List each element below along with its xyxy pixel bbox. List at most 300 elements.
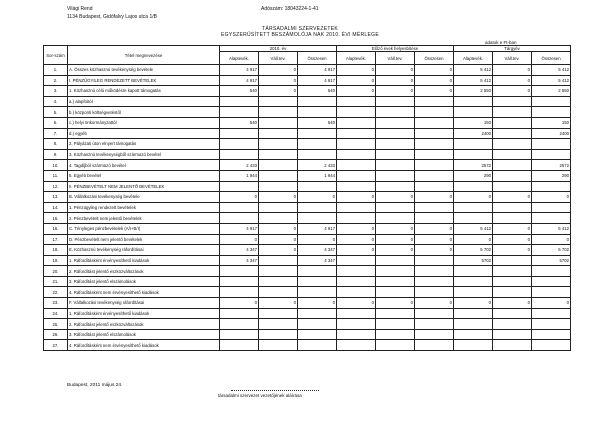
value-cell [493,202,532,213]
value-cell [415,128,454,139]
value-cell [376,96,415,107]
row-number: 16. [44,223,68,234]
value-cell [259,276,298,287]
value-cell [337,255,376,266]
value-cell [454,266,493,277]
value-cell: 0 [298,192,337,203]
value-cell: 2 433 [298,160,337,171]
value-cell [532,149,571,160]
value-cell [220,329,259,340]
table-row [44,181,571,192]
value-cell: 0 [493,223,532,234]
row-label: F. Vállalkozási tevékenység ráfordításai [68,298,220,309]
value-cell [220,128,259,139]
value-cell: 0 [298,234,337,245]
value-cell [220,319,259,330]
value-cell [454,213,493,224]
row-number: 19. [44,255,68,266]
value-cell [259,319,298,330]
value-cell: 4 347 [298,255,337,266]
value-cell: 5702 [454,255,493,266]
value-cell [298,96,337,107]
value-cell [259,202,298,213]
unit-label: adatok e Ft-ban [485,40,517,45]
row-number: 13. [44,192,68,203]
subheader-vall: Váll.tev. [493,52,532,65]
value-cell: 0 [376,65,415,76]
table-row [44,298,571,309]
row-label: 1. Közhasznú célú működésre kapott támogatás [68,86,220,97]
row-label: 1. Ráfordításként érvényesíthető kiadások [68,255,220,266]
value-cell [454,340,493,351]
value-cell: 0 [259,245,298,256]
value-cell: 2 550 [454,86,493,97]
value-cell: 0 [337,192,376,203]
value-cell: 0 [415,298,454,309]
value-cell [259,149,298,160]
value-cell [376,266,415,277]
table-row [44,139,571,150]
value-cell: 5 412 [532,65,571,76]
value-cell [337,160,376,171]
value-cell [259,170,298,181]
value-cell: 2572 [454,160,493,171]
value-cell: 4 917 [298,223,337,234]
row-number: 3. [44,86,68,97]
value-cell [415,308,454,319]
value-cell [259,107,298,118]
row-number: 7. [44,128,68,139]
value-cell [337,149,376,160]
organization-name: Világi Rend [67,6,93,12]
value-cell [298,319,337,330]
value-cell: 5 702 [454,245,493,256]
value-cell [298,266,337,277]
row-number: 21. [44,276,68,287]
value-cell: 4 917 [298,75,337,86]
value-cell: 0 [493,234,532,245]
value-cell [454,107,493,118]
value-cell: 4 917 [220,223,259,234]
value-cell: 0 [532,192,571,203]
value-cell [493,255,532,266]
row-label: 4. Ráfordításként nem érvényesíthető kiadások [68,340,220,351]
value-cell [532,319,571,330]
value-cell [376,107,415,118]
value-cell: 0 [415,86,454,97]
row-number: 14. [44,202,68,213]
value-cell [259,287,298,298]
header-group-subject-year: Tárgyév [454,46,571,52]
value-cell [337,287,376,298]
value-cell: 0 [376,192,415,203]
table-row [44,128,571,139]
value-cell [454,96,493,107]
value-cell [454,276,493,287]
value-cell [259,160,298,171]
table-row [44,75,571,86]
value-cell [259,96,298,107]
table-row [44,223,571,234]
value-cell: 290 [454,170,493,181]
row-label: I. PÉNZÜGYILEG RENDEZETT BEVÉTELEK [68,75,220,86]
value-cell [493,107,532,118]
table-row [44,192,571,203]
value-cell [532,308,571,319]
value-cell [493,149,532,160]
value-cell [415,202,454,213]
value-cell: 0 [220,234,259,245]
value-cell [415,266,454,277]
value-cell: 5 412 [532,75,571,86]
value-cell [454,149,493,160]
table-row [44,276,571,287]
value-cell [532,266,571,277]
row-label: A. Összes közhasznú tevékenység bevétele [68,65,220,76]
table-row [44,340,571,351]
value-cell [415,117,454,128]
value-cell [220,107,259,118]
row-label: 3. Ráfordítást jelentő elszámolások [68,329,220,340]
row-number: 25. [44,319,68,330]
value-cell [259,340,298,351]
value-cell: 4 917 [298,65,337,76]
value-cell: 0 [259,234,298,245]
value-cell: 1 944 [298,170,337,181]
subheader-vall: Váll.tev. [259,52,298,65]
value-cell: 0 [376,245,415,256]
row-label: 1. Pénzügyileg rendezett bevételek [68,202,220,213]
value-cell [298,202,337,213]
value-cell [298,149,337,160]
header-name: Tétel megnevezése [68,46,220,65]
value-cell: 5702 [532,255,571,266]
value-cell [298,276,337,287]
row-label: 5. Egyéb bevétel [68,170,220,181]
value-cell [298,329,337,340]
value-cell [493,128,532,139]
value-cell: 0 [376,234,415,245]
table-row [44,234,571,245]
subheader-ossz: Összesen [415,52,454,65]
value-cell [376,160,415,171]
row-number: 20. [44,266,68,277]
value-cell: 4 347 [298,245,337,256]
value-cell [376,340,415,351]
value-cell: 0 [259,75,298,86]
header-group-current: 2010. év [220,46,337,52]
value-cell: 2 550 [532,86,571,97]
value-cell [259,266,298,277]
table-row [44,255,571,266]
value-cell: 0 [493,86,532,97]
value-cell [259,329,298,340]
value-cell: 0 [220,298,259,309]
row-number: 10. [44,160,68,171]
value-cell: 2400 [454,128,493,139]
value-cell: 0 [454,234,493,245]
signature-date: Budapest, 2011 május 24. [67,383,123,388]
subheader-ossz: Összesen [298,52,337,65]
value-cell [298,340,337,351]
value-cell: 0 [376,86,415,97]
table-row [44,96,571,107]
value-cell [259,213,298,224]
value-cell [493,287,532,298]
value-cell [298,181,337,192]
value-cell [376,170,415,181]
value-cell: 0 [493,65,532,76]
value-cell [493,329,532,340]
value-cell: 0 [415,65,454,76]
value-cell [493,170,532,181]
value-cell: 0 [298,298,337,309]
value-cell [259,117,298,128]
row-number: 11. [44,170,68,181]
value-cell [376,287,415,298]
value-cell: 150 [454,117,493,128]
table-row [44,107,571,118]
row-number: 2. [44,75,68,86]
value-cell [532,340,571,351]
row-label: 2. Pályázati úton elnyert támogatás [68,139,220,150]
value-cell [259,181,298,192]
value-cell [298,128,337,139]
value-cell: 4 347 [220,245,259,256]
value-cell [532,213,571,224]
row-number: 1. [44,65,68,76]
value-cell: 0 [376,75,415,86]
table-row [44,170,571,181]
value-cell [415,160,454,171]
row-label: D. Pénzbevételt nem jelentő bevételek [68,234,220,245]
value-cell [415,96,454,107]
value-cell [337,340,376,351]
row-number: 9. [44,149,68,160]
value-cell [376,128,415,139]
value-cell [454,139,493,150]
value-cell [259,255,298,266]
value-cell: 0 [415,223,454,234]
table-row [44,117,571,128]
value-cell [259,139,298,150]
value-cell [415,170,454,181]
value-cell [415,255,454,266]
value-cell [220,213,259,224]
value-cell: 4 917 [220,65,259,76]
value-cell [493,340,532,351]
value-cell [454,319,493,330]
value-cell: 0 [454,298,493,309]
value-cell [415,149,454,160]
row-number: 18. [44,245,68,256]
value-cell: 0 [337,298,376,309]
value-cell [493,308,532,319]
value-cell [337,266,376,277]
value-cell [376,308,415,319]
value-cell [415,287,454,298]
value-cell: 0 [220,192,259,203]
value-cell: 0 [337,86,376,97]
value-cell [259,128,298,139]
value-cell: 5 412 [532,223,571,234]
value-cell: 1 944 [220,170,259,181]
value-cell [415,340,454,351]
value-cell [532,276,571,287]
value-cell [415,276,454,287]
row-number: 26. [44,329,68,340]
value-cell [532,329,571,340]
value-cell: 0 [337,234,376,245]
row-number: 5. [44,107,68,118]
signature-label: társadalmi szervezet vezetőjének aláírása [218,393,302,398]
value-cell [454,287,493,298]
value-cell [493,160,532,171]
table-row [44,202,571,213]
value-cell [337,202,376,213]
header-group-correction: Előző évek helyesbítése [337,46,454,52]
value-cell [493,276,532,287]
balance-table [43,45,571,351]
value-cell [532,287,571,298]
value-cell: 150 [532,117,571,128]
table-row [44,319,571,330]
value-cell [415,139,454,150]
row-label: 4. Tagdíjból származó bevétel [68,160,220,171]
value-cell [376,117,415,128]
value-cell [337,276,376,287]
value-cell [493,96,532,107]
row-label: 3. Ráfordítást jelentő elszámolások [68,276,220,287]
value-cell [454,202,493,213]
value-cell [259,308,298,319]
value-cell [337,128,376,139]
row-label: b.) központi költségvetéstől [68,107,220,118]
value-cell: 290 [532,170,571,181]
table-row [44,149,571,160]
row-number: 15. [44,213,68,224]
value-cell [337,329,376,340]
value-cell [532,202,571,213]
row-label: II. PÉNZBEVÉTELT NEM JELENTŐ BEVÉTELEK [68,181,220,192]
value-cell: 0 [532,234,571,245]
row-label: 2. Ráfordítást jelentő eszközváltozások [68,266,220,277]
table-row [44,65,571,76]
row-label: c.) helyi önkormányzattól [68,117,220,128]
value-cell [376,255,415,266]
value-cell [220,308,259,319]
value-cell [454,308,493,319]
value-cell [376,181,415,192]
value-cell [298,139,337,150]
value-cell [220,340,259,351]
value-cell: 0 [376,223,415,234]
row-number: 6. [44,117,68,128]
row-number: 23. [44,298,68,309]
value-cell [337,181,376,192]
value-cell [532,139,571,150]
value-cell [298,308,337,319]
value-cell [415,181,454,192]
value-cell [493,139,532,150]
table-row [44,287,571,298]
organization-address: 1134 Budapest, Gidófalvy Lajos utca 1/B [67,14,157,20]
value-cell: 0 [337,245,376,256]
value-cell: 0 [454,192,493,203]
row-label: d.) egyéb [68,128,220,139]
value-cell [376,149,415,160]
value-cell [532,107,571,118]
value-cell [493,117,532,128]
value-cell: 0 [415,75,454,86]
value-cell: 0 [493,245,532,256]
value-cell [337,170,376,181]
subheader-alap: Alaptevék. [454,52,493,65]
value-cell: 0 [259,65,298,76]
value-cell [220,139,259,150]
row-number: 17. [44,234,68,245]
value-cell [493,213,532,224]
value-cell [454,329,493,340]
value-cell [337,107,376,118]
value-cell [337,308,376,319]
value-cell: 5 412 [454,223,493,234]
subheader-vall: Váll.tev. [376,52,415,65]
value-cell [337,139,376,150]
subheader-ossz: Összesen [532,52,571,65]
value-cell [376,276,415,287]
value-cell [220,287,259,298]
value-cell [532,96,571,107]
value-cell: 0 [415,234,454,245]
document-subtitle: EGYSZERŰSÍTETT BESZÁMOLÓJA NAK 2010. ÉVI MÉRLEGE [221,32,379,38]
table-body [44,65,571,351]
row-label: 1. Ráfordításként érvényesíthető kiadások [68,308,220,319]
value-cell: 0 [337,223,376,234]
value-cell: 0 [415,192,454,203]
value-cell [337,96,376,107]
value-cell: 540 [298,86,337,97]
table-row [44,213,571,224]
table-row [44,86,571,97]
value-cell: 0 [493,192,532,203]
row-label: 2. Ráfordítást jelentő eszközváltozások [68,319,220,330]
row-label: 3. Közhasznú tevékenységből származó bevétel [68,149,220,160]
value-cell [220,149,259,160]
value-cell [220,276,259,287]
row-number: 27. [44,340,68,351]
value-cell: 0 [415,245,454,256]
subheader-alap: Alaptevék. [337,52,376,65]
row-number: 12. [44,181,68,192]
value-cell: 4 917 [220,75,259,86]
value-cell: 0 [337,75,376,86]
value-cell [337,213,376,224]
value-cell [376,319,415,330]
value-cell [337,319,376,330]
table-row [44,329,571,340]
value-cell [376,139,415,150]
row-label: 4. Ráfordításként nem érvényesíthető kiadások [68,287,220,298]
row-label: C. Tényleges pénzbevételek (A/I+B/I) [68,223,220,234]
value-cell: 2400 [532,128,571,139]
value-cell [376,213,415,224]
table-row [44,266,571,277]
value-cell: 0 [493,75,532,86]
value-cell: 0 [493,298,532,309]
row-label: E. Közhasznú tevékenység ráfordításai [68,245,220,256]
row-number: 8. [44,139,68,150]
